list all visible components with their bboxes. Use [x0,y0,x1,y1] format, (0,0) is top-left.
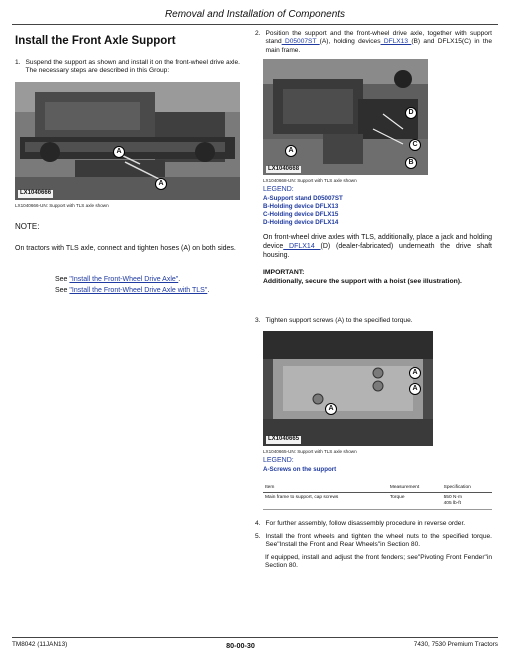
link-dflx14[interactable]: DFLX14 [283,243,321,251]
legend-1: LEGEND: A-Support stand D05007ST B-Holding device DFLX13 C-Holding device DFLX15 D-Holding device DFLX14 [263,186,343,227]
callout-d: D [405,107,417,119]
photo-lx1040665 [263,331,433,446]
step-text: Suspend the support as shown and install it on the front-wheel drive axle. The necessary steps are described in this Group: [25,58,240,75]
link-install-front-wheel-drive-axle-tls[interactable]: "Install the Front-Wheel Drive Axle with TLS" [69,286,208,294]
photo-id: LX1040668 [268,165,300,172]
photo-lx1040666 [15,82,240,200]
photo-id: LX1040666 [20,189,52,196]
callout-b: B [405,157,417,169]
callout-a: A [409,367,421,379]
section-title: Install the Front Axle Support [15,35,176,47]
page-footer [12,637,498,650]
note-label: NOTE: [15,222,40,232]
spec-table: Item Measurement Specification Main frame to support, cap screws Torque 550 N·m 405 lb-ft [263,484,492,510]
photo-id: LX1040665 [268,436,300,443]
footer-product: 7430, 7530 Premium Tractors [413,641,498,648]
see-link-1: See "Install the Front-Wheel Drive Axle". [55,275,181,283]
link-d05007st[interactable]: D05007ST [281,38,320,46]
footer-doc-id: TM8042 (11JAN13) [12,641,68,648]
step-2: 2. Position the support and the front-wheel drive axle, together with support stand D05007ST (A), holding devices DFLX13 (B) and DFLX15(C) in the main frame. [255,30,492,54]
step-number: 1. [15,58,21,66]
header-title: Removal and Installation of Components [164,9,346,20]
step-5: 5. Install the front wheels and tighten the wheel nuts to the specified torque. See"Install the Front and Rear Wheels"in Section 80. [255,532,492,549]
callout-a: A [325,403,337,415]
step-4: 4. For further assembly, follow disassembly procedure in reverse order. [255,520,466,528]
callout-a: A [285,145,297,157]
photo-lx1040668 [263,59,428,175]
callout-a: A [155,178,167,190]
note-text: On tractors with TLS axle, connect and tighten hoses (A) on both sides. [15,244,236,252]
page-header [12,9,498,25]
photo-caption: LX1040666-UN: Support with TLS axle shown [15,202,109,208]
callout-a: A [113,146,125,158]
see-link-2: See "Install the Front-Wheel Drive Axle with TLS". [55,286,210,294]
link-dflx13[interactable]: DFLX13 [380,38,412,46]
photo-caption: LX1040668-UN: Support with TLS axle shown [263,178,357,184]
step-5-continued: If equipped, install and adjust the front fenders; see"Pivoting Front Fender"in Section 80. [265,553,492,570]
tractor-front-axle-illustration [15,82,240,200]
footer-page-number: 80-00-30 [226,641,255,650]
legend-2: LEGEND: A-Screws on the support [263,456,337,473]
support-screws-illustration [263,331,433,446]
see-links [55,276,240,296]
important-notice: IMPORTANT: Additionally, secure the support with a hoist (see illustration). [263,269,462,285]
step-1 [15,59,240,76]
link-install-front-wheel-drive-axle[interactable]: "Install the Front-Wheel Drive Axle" [69,275,179,283]
tls-paragraph: On front-wheel drive axles with TLS, additionally, place a jack and holding device DFLX14 (D) (dealer-fabricated) underneath the drive shaft housing. [263,234,492,260]
spec-table-wrap [263,484,492,510]
step-3: 3. Tighten support screws (A) to the specified torque. [255,316,413,324]
callout-c: C [409,139,421,151]
callout-a: A [409,383,421,395]
right-column [255,30,492,575]
axle-support-stand-illustration [263,59,428,175]
left-column [15,30,240,298]
table-row: Main frame to support, cap screws Torque 550 N·m 405 lb-ft [263,493,492,510]
photo-caption: LX1040665-UN: Support with TLS axle shown [263,449,357,455]
